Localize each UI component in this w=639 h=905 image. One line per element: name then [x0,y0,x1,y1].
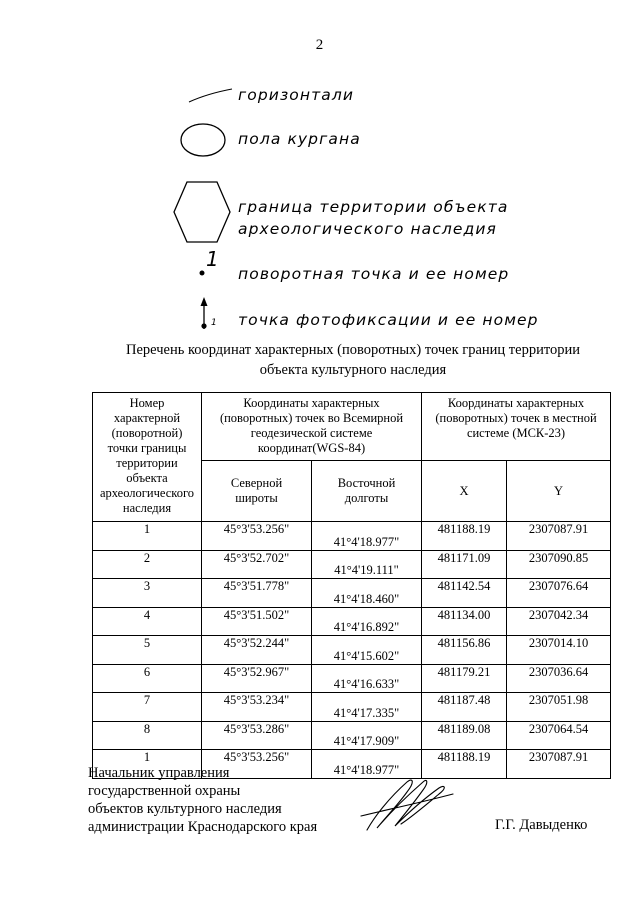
cell-north-latitude: 45°3'52.967" [202,664,312,693]
mound-base-ellipse-icon [178,122,228,158]
cell-point-number: 5 [93,636,202,665]
signer-position [88,764,317,836]
cell-x: 481188.19 [422,522,507,551]
cell-x: 481187.48 [422,693,507,722]
table-title-line1: Перечень координат характерных (поворотных) точек границ территории [125,342,581,358]
photo-point-number: 1 [211,318,217,328]
table-row [93,579,611,608]
cell-point-number: 6 [93,664,202,693]
cell-north-latitude: 45°3'52.702" [202,550,312,579]
table-row [93,607,611,636]
cell-point-number: 3 [93,579,202,608]
cell-y: 2307042.34 [507,607,611,636]
cell-x: 481171.09 [422,550,507,579]
cell-x: 481188.19 [422,750,507,779]
cell-y: 2307014.10 [507,636,611,665]
cell-y: 2307036.64 [507,664,611,693]
header-wgs84: Координаты характерных (поворотных) точек во Всемирной геодезической системе координат(WGS-84) [202,393,422,461]
header-east-longitude: Восточной долготы [312,461,422,522]
cell-east-longitude: 41°4'16.633" [312,664,422,693]
legend-label-contours: горизонтали [238,86,355,104]
signer-position-line: объектов культурного наследия [88,801,282,817]
cell-point-number: 2 [93,550,202,579]
cell-y: 2307064.54 [507,721,611,750]
cell-y: 2307090.85 [507,550,611,579]
header-y: Y [507,461,611,522]
table-row [93,721,611,750]
photo-point-arrow-icon [196,296,212,332]
legend-label-turning-point: поворотная точка и ее номер [238,265,510,283]
cell-north-latitude: 45°3'51.502" [202,607,312,636]
table-row [93,636,611,665]
cell-east-longitude: 41°4'17.335" [312,693,422,722]
header-msk23: Координаты характерных (поворотных) точек в местной системе (МСК-23) [422,393,611,461]
cell-east-longitude: 41°4'18.977" [312,750,422,779]
signer-position-line: администрации Краснодарского края [88,819,318,835]
cell-y: 2307051.98 [507,693,611,722]
header-point-number: Номер характерной (поворотной) точки границы территории объекта археологического наследия [93,393,202,522]
table-row [93,664,611,693]
signer-position-line: государственной охраны [88,783,241,799]
cell-point-number: 1 [93,522,202,551]
turning-point-number: 1 [206,247,219,271]
cell-x: 481156.86 [422,636,507,665]
cell-east-longitude: 41°4'18.460" [312,579,422,608]
legend-label-boundary-line2: археологического наследия [238,220,497,238]
cell-point-number: 1 [93,750,202,779]
cell-y: 2307076.64 [507,579,611,608]
handwritten-signature [355,768,465,838]
cell-x: 481179.21 [422,664,507,693]
cell-east-longitude: 41°4'16.892" [312,607,422,636]
territory-boundary-hexagon-icon [172,180,232,246]
turning-point-icon [196,266,210,280]
signer-name: Г.Г. Давыденко [495,817,588,833]
cell-y: 2307087.91 [507,522,611,551]
cell-north-latitude: 45°3'52.244" [202,636,312,665]
coordinates-table [92,392,611,779]
cell-point-number: 8 [93,721,202,750]
cell-point-number: 7 [93,693,202,722]
header-north-latitude: Северной широты [202,461,312,522]
cell-x: 481142.54 [422,579,507,608]
table-row [93,550,611,579]
cell-north-latitude: 45°3'53.256" [202,750,312,779]
cell-east-longitude: 41°4'15.602" [312,636,422,665]
legend-label-mound: пола кургана [238,130,361,148]
legend-label-photo-point: точка фотофиксации и ее номер [238,311,539,329]
cell-y: 2307087.91 [507,750,611,779]
cell-east-longitude: 41°4'18.977" [312,522,422,551]
legend-label-boundary-line1: граница территории объекта [238,198,509,216]
header-x: X [422,461,507,522]
cell-east-longitude: 41°4'17.909" [312,721,422,750]
cell-north-latitude: 45°3'53.256" [202,522,312,551]
cell-point-number: 4 [93,607,202,636]
table-row [93,693,611,722]
table-title [80,340,626,380]
page-number: 2 [315,37,324,53]
table-title-line2: объекта культурного наследия [259,362,447,378]
cell-north-latitude: 45°3'53.286" [202,721,312,750]
cell-x: 481189.08 [422,721,507,750]
table-row [93,522,611,551]
cell-east-longitude: 41°4'19.111" [312,550,422,579]
signer-position-line: Начальник управления [88,765,230,781]
cell-north-latitude: 45°3'51.778" [202,579,312,608]
cell-x: 481134.00 [422,607,507,636]
cell-north-latitude: 45°3'53.234" [202,693,312,722]
contour-line-icon [186,86,234,106]
